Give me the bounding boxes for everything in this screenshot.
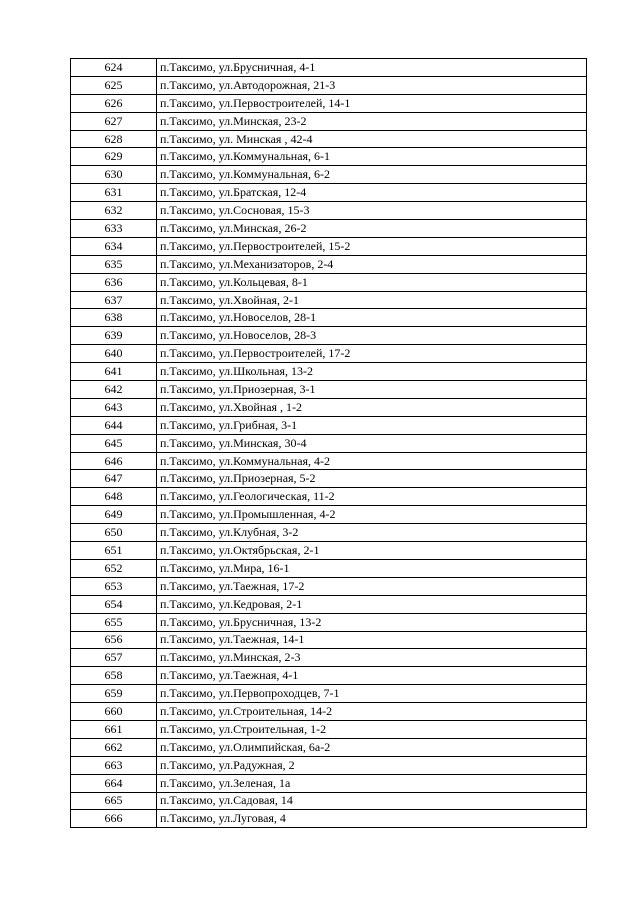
row-number-cell: 634	[71, 237, 157, 255]
row-number-cell: 664	[71, 774, 157, 792]
table-row	[71, 220, 587, 238]
table-row	[71, 524, 587, 542]
table-row	[71, 76, 587, 94]
table-row	[71, 59, 587, 77]
row-number-cell: 628	[71, 130, 157, 148]
row-number-cell: 661	[71, 720, 157, 738]
table-row	[71, 381, 587, 399]
row-number-cell: 630	[71, 166, 157, 184]
table-row	[71, 703, 587, 721]
address-cell: п.Таксимо, ул.Минская, 30-4	[157, 434, 587, 452]
row-number-cell: 638	[71, 309, 157, 327]
row-number-cell: 627	[71, 112, 157, 130]
table-row	[71, 738, 587, 756]
row-number-cell: 654	[71, 595, 157, 613]
table-row	[71, 613, 587, 631]
table-row	[71, 434, 587, 452]
row-number-cell: 625	[71, 76, 157, 94]
row-number-cell: 635	[71, 255, 157, 273]
address-cell: п.Таксимо, ул.Минская, 23-2	[157, 112, 587, 130]
table-row	[71, 309, 587, 327]
table-row	[71, 595, 587, 613]
table-row	[71, 452, 587, 470]
address-table-body	[71, 59, 587, 828]
address-cell: п.Таксимо, ул.Коммунальная, 6-2	[157, 166, 587, 184]
row-number-cell: 643	[71, 398, 157, 416]
table-row	[71, 398, 587, 416]
table-row	[71, 345, 587, 363]
address-cell: п.Таксимо, ул.Мира, 16-1	[157, 559, 587, 577]
row-number-cell: 626	[71, 94, 157, 112]
row-number-cell: 645	[71, 434, 157, 452]
table-row	[71, 506, 587, 524]
address-cell: п.Таксимо, ул.Хвойная , 1-2	[157, 398, 587, 416]
table-row	[71, 416, 587, 434]
table-row	[71, 148, 587, 166]
address-cell: п.Таксимо, ул.Минская, 26-2	[157, 220, 587, 238]
address-cell: п.Таксимо, ул.Таежная, 14-1	[157, 631, 587, 649]
row-number-cell: 637	[71, 291, 157, 309]
address-cell: п.Таксимо, ул. Минская , 42-4	[157, 130, 587, 148]
address-cell: п.Таксимо, ул.Коммунальная, 6-1	[157, 148, 587, 166]
table-row	[71, 184, 587, 202]
address-cell: п.Таксимо, ул.Таежная, 4-1	[157, 667, 587, 685]
address-cell: п.Таксимо, ул.Механизаторов, 2-4	[157, 255, 587, 273]
row-number-cell: 644	[71, 416, 157, 434]
table-row	[71, 112, 587, 130]
row-number-cell: 642	[71, 381, 157, 399]
table-row	[71, 327, 587, 345]
row-number-cell: 650	[71, 524, 157, 542]
table-row	[71, 667, 587, 685]
address-cell: п.Таксимо, ул.Радужная, 2	[157, 756, 587, 774]
table-row	[71, 94, 587, 112]
row-number-cell: 632	[71, 202, 157, 220]
address-cell: п.Таксимо, ул.Брусничная, 4-1	[157, 59, 587, 77]
table-row	[71, 130, 587, 148]
table-row	[71, 488, 587, 506]
row-number-cell: 655	[71, 613, 157, 631]
row-number-cell: 633	[71, 220, 157, 238]
address-cell: п.Таксимо, ул.Коммунальная, 4-2	[157, 452, 587, 470]
row-number-cell: 648	[71, 488, 157, 506]
address-cell: п.Таксимо, ул.Братская, 12-4	[157, 184, 587, 202]
address-cell: п.Таксимо, ул.Минская, 2-3	[157, 649, 587, 667]
table-row	[71, 756, 587, 774]
table-row	[71, 363, 587, 381]
address-cell: п.Таксимо, ул.Олимпийская, 6а-2	[157, 738, 587, 756]
row-number-cell: 624	[71, 59, 157, 77]
address-cell: п.Таксимо, ул.Геологическая, 11-2	[157, 488, 587, 506]
table-row	[71, 631, 587, 649]
table-row	[71, 237, 587, 255]
table-row	[71, 685, 587, 703]
address-cell: п.Таксимо, ул.Клубная, 3-2	[157, 524, 587, 542]
address-cell: п.Таксимо, ул.Хвойная, 2-1	[157, 291, 587, 309]
row-number-cell: 641	[71, 363, 157, 381]
row-number-cell: 663	[71, 756, 157, 774]
table-row	[71, 291, 587, 309]
address-cell: п.Таксимо, ул.Зеленая, 1а	[157, 774, 587, 792]
address-cell: п.Таксимо, ул.Приозерная, 5-2	[157, 470, 587, 488]
row-number-cell: 662	[71, 738, 157, 756]
address-cell: п.Таксимо, ул.Кольцевая, 8-1	[157, 273, 587, 291]
row-number-cell: 665	[71, 792, 157, 810]
table-row	[71, 166, 587, 184]
address-cell: п.Таксимо, ул.Брусничная, 13-2	[157, 613, 587, 631]
document-page	[70, 58, 586, 828]
table-row	[71, 720, 587, 738]
table-row	[71, 577, 587, 595]
row-number-cell: 636	[71, 273, 157, 291]
row-number-cell: 631	[71, 184, 157, 202]
table-row	[71, 792, 587, 810]
address-cell: п.Таксимо, ул.Первопроходцев, 7-1	[157, 685, 587, 703]
address-cell: п.Таксимо, ул.Новоселов, 28-3	[157, 327, 587, 345]
row-number-cell: 640	[71, 345, 157, 363]
address-cell: п.Таксимо, ул.Кедровая, 2-1	[157, 595, 587, 613]
row-number-cell: 660	[71, 703, 157, 721]
table-row	[71, 202, 587, 220]
address-table	[70, 58, 587, 828]
row-number-cell: 657	[71, 649, 157, 667]
row-number-cell: 656	[71, 631, 157, 649]
table-row	[71, 273, 587, 291]
row-number-cell: 649	[71, 506, 157, 524]
address-cell: п.Таксимо, ул.Таежная, 17-2	[157, 577, 587, 595]
row-number-cell: 659	[71, 685, 157, 703]
table-row	[71, 542, 587, 560]
address-cell: п.Таксимо, ул.Школьная, 13-2	[157, 363, 587, 381]
address-cell: п.Таксимо, ул.Строительная, 1-2	[157, 720, 587, 738]
address-cell: п.Таксимо, ул.Строительная, 14-2	[157, 703, 587, 721]
row-number-cell: 639	[71, 327, 157, 345]
address-cell: п.Таксимо, ул.Автодорожная, 21-3	[157, 76, 587, 94]
table-row	[71, 470, 587, 488]
table-row	[71, 255, 587, 273]
table-row	[71, 559, 587, 577]
row-number-cell: 666	[71, 810, 157, 828]
table-row	[71, 810, 587, 828]
row-number-cell: 647	[71, 470, 157, 488]
row-number-cell: 653	[71, 577, 157, 595]
row-number-cell: 652	[71, 559, 157, 577]
address-cell: п.Таксимо, ул.Луговая, 4	[157, 810, 587, 828]
address-cell: п.Таксимо, ул.Новоселов, 28-1	[157, 309, 587, 327]
address-cell: п.Таксимо, ул.Приозерная, 3-1	[157, 381, 587, 399]
row-number-cell: 646	[71, 452, 157, 470]
table-row	[71, 649, 587, 667]
row-number-cell: 629	[71, 148, 157, 166]
table-row	[71, 774, 587, 792]
address-cell: п.Таксимо, ул.Первостроителей, 15-2	[157, 237, 587, 255]
address-cell: п.Таксимо, ул.Промышленная, 4-2	[157, 506, 587, 524]
address-cell: п.Таксимо, ул.Сосновая, 15-3	[157, 202, 587, 220]
address-cell: п.Таксимо, ул.Октябрьская, 2-1	[157, 542, 587, 560]
row-number-cell: 651	[71, 542, 157, 560]
row-number-cell: 658	[71, 667, 157, 685]
address-cell: п.Таксимо, ул.Первостроителей, 17-2	[157, 345, 587, 363]
address-cell: п.Таксимо, ул.Садовая, 14	[157, 792, 587, 810]
address-cell: п.Таксимо, ул.Грибная, 3-1	[157, 416, 587, 434]
address-cell: п.Таксимо, ул.Первостроителей, 14-1	[157, 94, 587, 112]
